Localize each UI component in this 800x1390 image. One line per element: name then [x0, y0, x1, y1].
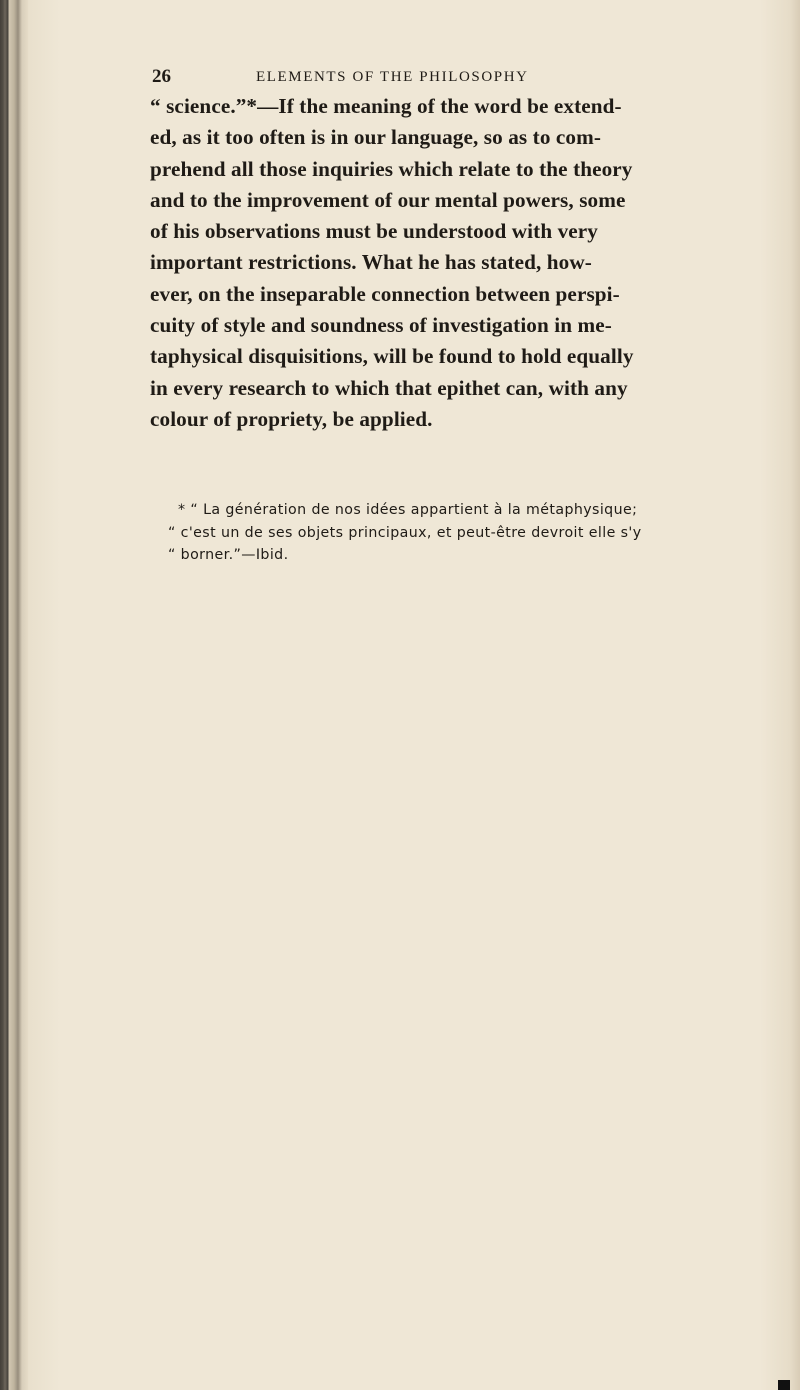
page-binding-edge: [0, 0, 28, 1390]
body-line: prehend all those inquiries which relate to the theory: [150, 156, 633, 181]
body-line: and to the improvement of our mental powers, some: [150, 187, 626, 212]
body-line: cuity of style and soundness of investigation in me-: [150, 313, 612, 338]
body-line: ed, as it too often is in our language, so as to com-: [150, 125, 602, 150]
page-number: 26: [152, 66, 171, 87]
body-line: important restrictions. What he has stated, how-: [150, 250, 592, 275]
body-line: colour of propriety, be applied.: [150, 406, 433, 431]
scan-corner-mark: [778, 1380, 790, 1390]
body-paragraph: [150, 91, 738, 435]
footnote-line: “ borner.”—Ibid.: [168, 547, 289, 563]
running-head: [152, 66, 732, 90]
footnote-line: * “ La génération de nos idées appartient à la métaphysique;: [178, 502, 638, 518]
body-line: taphysical disquisitions, will be found to hold equally: [150, 344, 634, 369]
footnote: [168, 499, 742, 567]
footnote-line: “ c'est un de ses objets principaux, et peut-être devroit elle s'y: [168, 524, 642, 541]
body-line: of his observations must be understood with very: [150, 219, 598, 244]
body-line: ever, on the inseparable connection between perspi-: [150, 281, 620, 306]
running-title: ELEMENTS OF THE PHILOSOPHY: [256, 69, 529, 85]
body-line: in every research to which that epithet can, with any: [150, 375, 628, 400]
body-line: “ science.”*—If the meaning of the word be extend-: [150, 94, 622, 118]
